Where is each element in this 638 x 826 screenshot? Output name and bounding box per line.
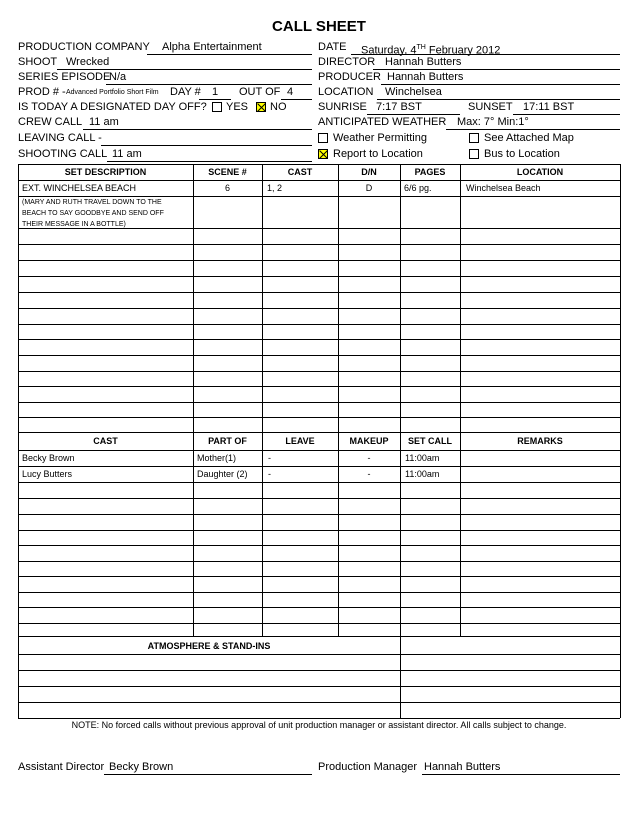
out-of-label: OUT OF [239,86,281,98]
assistant-director-underline [104,774,312,775]
sunrise-value: 7:17 BST [376,101,422,113]
table-column-rule [18,432,19,636]
production-manager-label: Production Manager [318,761,418,773]
scene-row-pages: 6/6 pg. [404,183,432,193]
producer-underline [381,84,620,85]
table-rule [18,545,620,546]
day-underline [199,99,231,100]
shooting-call-label: SHOOTING CALL [18,148,108,160]
table-column-rule [620,432,621,636]
table-column-rule [18,164,19,432]
table-rule [18,228,620,229]
scene-row-location: Winchelsea Beach [466,183,541,193]
scenes-header-dn: D/N [361,167,377,177]
table-rule [18,561,620,562]
day-label: DAY # [170,86,201,98]
sunrise-label: SUNRISE [318,101,367,113]
series-episode-value: N/a [109,71,127,83]
series-episode-label: SERIES EPISODE [18,71,111,83]
forced-calls-note: NOTE: No forced calls without previous approval of unit production manager or assistant director. All calls subject to change. [71,720,567,730]
production-company-underline [147,54,312,55]
date-value: Saturday, 4TH February 2012 [361,44,501,57]
table-column-rule [400,164,401,432]
scenes-header-cast: CAST [287,167,313,177]
scenes-header-scene: SCENE # [208,167,247,177]
table-rule [18,260,620,261]
atmosphere-table [18,636,620,718]
table-rule [18,623,620,624]
weather-permitting-checkbox[interactable] [318,133,328,143]
production-company-value: Alpha Entertainment [162,41,262,53]
shoot-value: Wrecked [66,56,110,68]
sunset-value: 17:11 BST [523,101,575,113]
crew-call-value: 11 am [89,116,119,128]
cast-row-leave: - [268,453,271,463]
cast-table [18,432,620,636]
cast-row-set-call: 11:00am [405,453,440,463]
scenes-table [18,164,620,432]
table-rule [18,702,620,703]
scenes-header-pages: PAGES [414,167,446,177]
cast-row-makeup: - [367,469,371,479]
scenes-header-location: LOCATION [516,167,564,177]
out-of-underline [281,99,312,100]
table-rule [18,607,620,608]
scene-row-cast: 1, 2 [267,183,283,193]
shooting-call-underline [107,161,312,162]
atmosphere-header: ATMOSPHERE & STAND-INS [147,641,271,651]
assistant-director-label: Assistant Director [18,761,105,773]
table-column-rule [620,164,621,432]
scene-row-set-description: EXT. WINCHELSEA BEACH [22,183,137,193]
cast-row-leave: - [268,469,271,479]
weather-label: ANTICIPATED WEATHER [318,116,447,128]
cast-row-cast: Becky Brown [22,453,75,463]
table-rule [18,670,620,671]
shoot-label: SHOOT [18,56,58,68]
scene-description-note-line: THEIR MESSAGE IN A BOTTLE) [22,221,126,228]
table-column-rule [400,432,401,636]
leaving-call-label: LEAVING CALL - [18,132,102,144]
table-rule [18,592,620,593]
prod-label: PROD # - [18,86,66,98]
date-label: DATE [318,41,347,53]
day-value: 1 [212,86,219,98]
report-to-location-checkbox[interactable] [318,149,328,159]
day-off-yes-checkbox[interactable] [212,102,222,112]
bus-to-location-checkbox[interactable] [469,149,479,159]
table-rule [18,276,620,277]
out-of-value: 4 [287,86,294,98]
cast-header-makeup: MAKEUP [349,436,389,446]
crew-call-label: CREW CALL [18,116,83,128]
no-label: NO [270,101,287,113]
scene-description-note-line: (MARY AND RUTH TRAVEL DOWN TO THE [22,199,162,206]
location-label: LOCATION [318,86,374,98]
scene-row-scene: 6 [224,183,230,193]
table-column-rule [18,636,19,718]
table-rule [18,432,620,433]
table-rule [18,324,620,325]
director-underline [373,69,620,70]
table-rule [18,514,620,515]
table-rule [18,417,620,418]
production-manager-value: Hannah Butters [424,761,501,773]
table-column-rule [460,432,461,636]
leaving-call-underline [101,145,312,146]
table-column-rule [338,164,339,432]
sunrise-underline [367,114,460,115]
producer-value: Hannah Butters [387,71,464,83]
table-rule [18,718,620,719]
shoot-underline [57,69,312,70]
table-column-rule [193,164,194,432]
table-column-rule [262,164,263,432]
director-value: Hannah Butters [385,56,462,68]
report-to-location-label: Report to Location [333,148,423,160]
table-rule [18,196,620,197]
table-rule [18,576,620,577]
crew-call-underline [83,129,312,130]
director-label: DIRECTOR [318,56,376,68]
table-rule [18,450,620,451]
table-rule [18,466,620,467]
cast-header-remarks: REMARKS [517,436,563,446]
weather-underline [446,129,620,130]
table-rule [18,386,620,387]
sunset-label: SUNSET [468,101,513,113]
sunset-underline [513,114,620,115]
see-attached-map-label: See Attached Map [484,132,574,144]
table-rule [18,402,620,403]
table-rule [18,530,620,531]
scene-description-note-line: BEACH TO SAY GOODBYE AND SEND OFF [22,210,164,217]
cast-row-part-of: Daughter (2) [197,469,248,479]
cast-row-part-of: Mother(1) [197,453,237,463]
cast-header-cast: CAST [93,436,118,446]
table-column-rule [620,636,621,718]
table-column-rule [338,432,339,636]
table-column-rule [262,432,263,636]
location-value: Winchelsea [385,86,442,98]
cast-row-makeup: - [367,453,371,463]
shooting-call-value: 11 am [112,148,142,160]
table-rule [18,636,620,637]
prod-value: Advanced Portfolio Short Film [66,89,159,96]
table-rule [18,180,620,181]
table-rule [18,482,620,483]
cast-header-part-of: PART OF [208,436,247,446]
table-column-rule [193,432,194,636]
weather-permitting-label: Weather Permitting [333,132,427,144]
table-rule [18,292,620,293]
location-underline [377,99,620,100]
table-rule [18,355,620,356]
table-rule [18,371,620,372]
cast-row-set-call: 11:00am [405,469,440,479]
table-rule [18,244,620,245]
scenes-header-set-description: SET DESCRIPTION [64,167,147,177]
table-column-rule [400,636,401,718]
assistant-director-value: Becky Brown [109,761,174,773]
bus-to-location-label: Bus to Location [484,148,560,160]
weather-value: Max: 7° Min:1° [457,116,529,128]
table-rule [18,498,620,499]
table-column-rule [460,164,461,432]
table-rule [18,686,620,687]
day-off-no-checkbox[interactable] [256,102,266,112]
see-attached-map-checkbox[interactable] [469,133,479,143]
production-manager-underline [422,774,620,775]
cast-header-leave: LEAVE [285,436,315,446]
table-rule [18,654,620,655]
table-rule [18,339,620,340]
yes-label: YES [226,101,249,113]
cast-row-cast: Lucy Butters [22,469,73,479]
cast-header-set-call: SET CALL [408,436,452,446]
day-off-label: IS TODAY A DESIGNATED DAY OFF? [18,101,207,113]
production-company-label: PRODUCTION COMPANY [18,41,150,53]
page-title: CALL SHEET [272,18,366,35]
table-rule [18,308,620,309]
series-episode-underline [106,84,312,85]
table-rule [18,164,620,165]
scene-row-dn: D [365,183,373,193]
producer-label: PRODUCER [318,71,381,83]
